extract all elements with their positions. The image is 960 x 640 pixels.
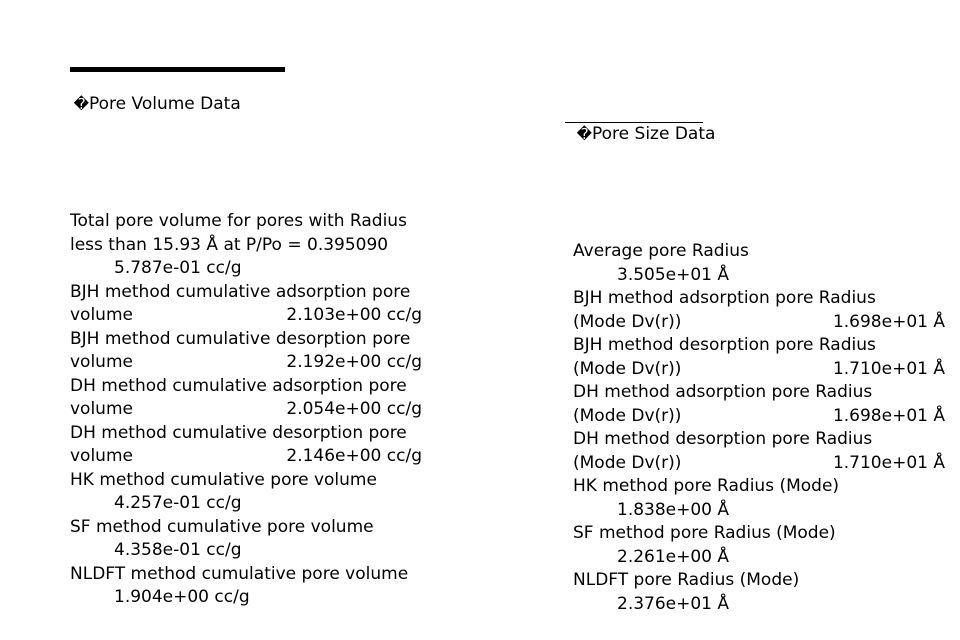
- label-value-row: [573, 405, 945, 429]
- line-text: 2.261e+00 Å: [617, 546, 730, 567]
- data-line: [52, 281, 452, 305]
- data-line: [52, 539, 452, 563]
- line-text: SF method pore Radius (Mode): [573, 523, 836, 543]
- line-label: volume: [70, 446, 133, 466]
- data-line: [52, 469, 452, 493]
- line-text: HK method pore Radius (Mode): [573, 476, 840, 496]
- line-text: DH method adsorption pore Radius: [573, 382, 873, 402]
- line-label: (Mode Dv(r)): [573, 311, 682, 332]
- line-text: 3.505e+01 Å: [617, 264, 730, 285]
- data-line: [555, 287, 945, 311]
- bullet-icon: �: [576, 124, 593, 143]
- data-line: [52, 328, 452, 352]
- line-value: 1.698e+01 Å: [832, 405, 945, 426]
- label-value-row: [573, 452, 945, 476]
- line-text: BJH method cumulative desorption pore: [70, 328, 411, 349]
- data-line: [555, 546, 945, 570]
- data-line: [555, 381, 945, 405]
- data-line: [52, 445, 452, 469]
- line-value: 2.103e+00 cc/g: [286, 305, 422, 325]
- line-value: 1.710e+01 Å: [832, 452, 945, 473]
- heading-underline: [565, 122, 703, 123]
- bullet-icon: �: [73, 94, 90, 113]
- data-line: [555, 452, 945, 476]
- label-value-row: [70, 351, 452, 375]
- line-text: HK method cumulative pore volume: [70, 469, 377, 490]
- pore-size-heading-row: [555, 99, 945, 193]
- line-text: DH method cumulative adsorption pore: [70, 375, 407, 396]
- line-label: volume: [70, 352, 133, 372]
- data-line: [555, 593, 945, 617]
- pore-size-lines: [555, 240, 945, 616]
- line-value: 2.192e+00 cc/g: [286, 352, 422, 372]
- line-label: volume: [70, 305, 133, 325]
- line-text: BJH method desorption pore Radius: [573, 335, 876, 355]
- line-text: 2.376e+01 Å: [617, 593, 730, 614]
- data-line: [52, 257, 452, 281]
- data-line: [555, 569, 945, 593]
- line-text: Total pore volume for pores with Radius: [70, 211, 407, 231]
- data-line: [52, 586, 452, 610]
- line-text: less than 15.93 Å at P/Po = 0.395090: [70, 234, 389, 255]
- line-text: 5.787e-01 cc/g: [114, 258, 242, 278]
- data-line: [52, 304, 452, 328]
- data-line: [52, 422, 452, 446]
- line-value: 2.146e+00 cc/g: [286, 446, 422, 466]
- line-text: DH method cumulative desorption pore: [70, 422, 407, 443]
- pore-volume-lines: [52, 210, 452, 610]
- line-text: NLDFT pore Radius (Mode): [573, 570, 800, 590]
- line-text: 4.257e-01 cc/g: [114, 493, 242, 513]
- line-text: BJH method adsorption pore Radius: [573, 288, 876, 308]
- data-line: [52, 375, 452, 399]
- data-line: [52, 351, 452, 375]
- line-text: BJH method cumulative adsorption pore: [70, 281, 411, 302]
- line-label: (Mode Dv(r)): [573, 452, 682, 473]
- data-line: [52, 563, 452, 587]
- data-line: [52, 516, 452, 540]
- pore-volume-heading-row: [52, 69, 452, 140]
- line-value: 1.698e+01 Å: [832, 311, 945, 332]
- data-line: [52, 398, 452, 422]
- pore-volume-heading: Pore Volume Data: [89, 93, 241, 114]
- data-line: [555, 475, 945, 499]
- line-value: 2.054e+00 cc/g: [286, 399, 422, 419]
- data-line: [52, 234, 452, 258]
- line-label: (Mode Dv(r)): [573, 358, 682, 379]
- line-label: volume: [70, 399, 133, 419]
- data-line: [555, 522, 945, 546]
- line-text: DH method desorption pore Radius: [573, 429, 873, 449]
- line-text: NLDFT method cumulative pore volume: [70, 563, 409, 584]
- data-line: [52, 492, 452, 516]
- data-line: [555, 405, 945, 429]
- line-label: (Mode Dv(r)): [573, 405, 682, 426]
- data-line: [555, 264, 945, 288]
- line-text: Average pore Radius: [573, 241, 749, 261]
- line-text: 1.904e+00 cc/g: [114, 587, 250, 607]
- data-line: [555, 240, 945, 264]
- data-line: [555, 334, 945, 358]
- data-line: [555, 428, 945, 452]
- heading-underline: [70, 67, 285, 72]
- data-line: [555, 499, 945, 523]
- data-line: [555, 358, 945, 382]
- data-line: [52, 210, 452, 234]
- line-text: SF method cumulative pore volume: [70, 516, 374, 537]
- line-text: 4.358e-01 cc/g: [114, 540, 242, 560]
- pore-volume-section: [52, 22, 452, 633]
- pore-size-heading: Pore Size Data: [592, 123, 716, 144]
- label-value-row: [70, 445, 452, 469]
- label-value-row: [573, 358, 945, 382]
- data-line: [555, 311, 945, 335]
- label-value-row: [573, 311, 945, 335]
- line-value: 1.710e+01 Å: [832, 358, 945, 379]
- label-value-row: [70, 304, 452, 328]
- label-value-row: [70, 398, 452, 422]
- pore-size-section: [555, 52, 945, 640]
- line-text: 1.838e+00 Å: [617, 499, 730, 520]
